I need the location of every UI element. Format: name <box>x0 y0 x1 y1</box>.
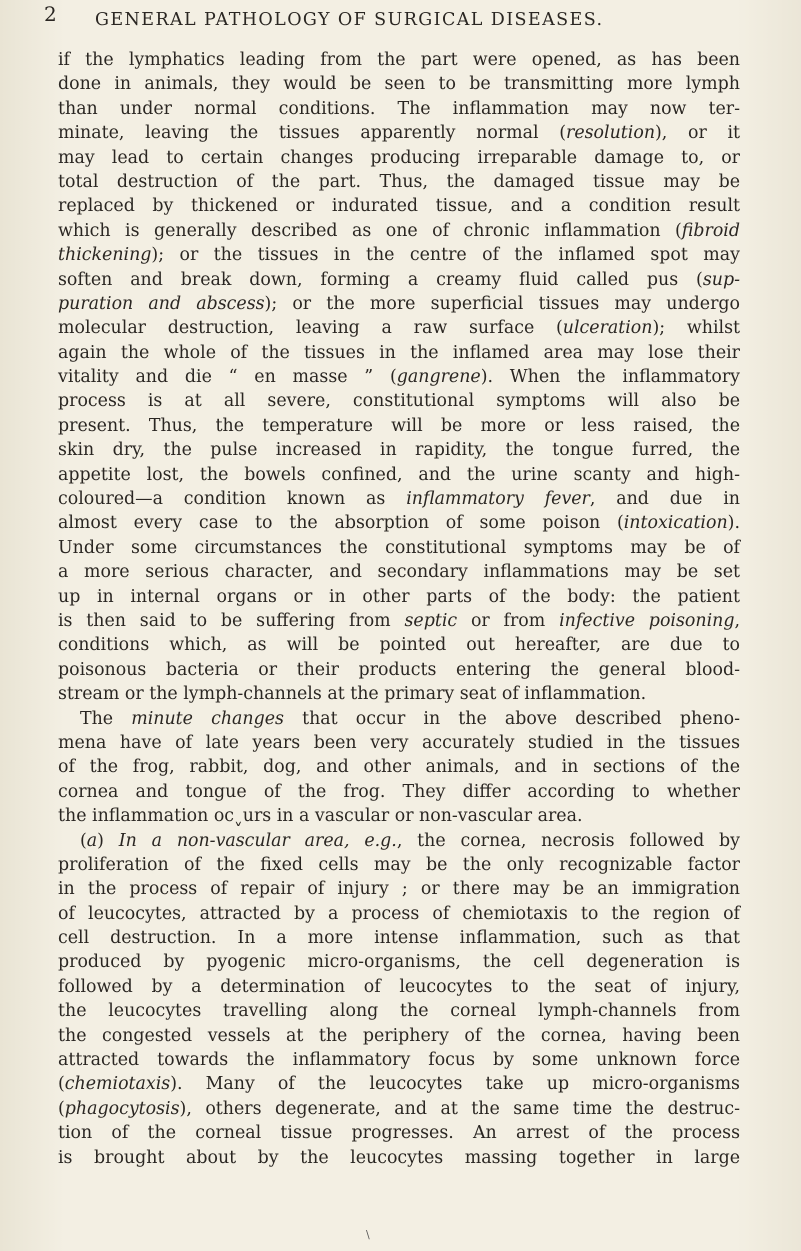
text-line <box>58 950 740 974</box>
body-text <box>58 48 740 1170</box>
footer-mark: \ <box>366 1228 370 1241</box>
text-run: ). <box>727 513 740 534</box>
text-run: proliferation of the fixed cells may be the only recognizable factor <box>58 854 740 875</box>
italic-term: infective poisoning <box>559 610 735 631</box>
text-line <box>58 414 740 438</box>
text-line <box>58 48 740 72</box>
text-run: mena have of late years been very accurately studied in the tissues <box>58 732 740 753</box>
text-run: almost every case to the absorption of some poison ( <box>58 513 624 534</box>
text-run: coloured—a condition known as <box>58 489 407 510</box>
text-line <box>58 1024 740 1048</box>
text-line <box>58 585 740 609</box>
text-run: poisonous bacteria or their products entering the general blood- <box>58 659 740 680</box>
text-line <box>58 121 740 145</box>
italic-term: inflammatory fever <box>406 489 590 510</box>
text-line <box>58 72 740 96</box>
text-line <box>58 219 740 243</box>
text-run: ). When the inflammatory <box>480 367 741 388</box>
text-line <box>58 999 740 1023</box>
text-line <box>58 926 740 950</box>
text-run: again the whole of the tissues in the inflamed area may lose their <box>58 342 740 363</box>
text-line <box>58 902 740 926</box>
text-line <box>58 1121 740 1145</box>
text-run: tion of the corneal tissue progresses. An arrest of the process <box>58 1123 740 1144</box>
text-line <box>58 658 740 682</box>
text-run: , and due in <box>589 489 740 510</box>
text-line <box>58 341 740 365</box>
italic-term: minute changes <box>131 708 284 729</box>
italic-term: puration and abscess <box>58 293 265 314</box>
text-line <box>58 780 740 804</box>
italic-term: resolution <box>566 123 656 144</box>
text-run: than under normal conditions. The inflammation may now ter- <box>58 98 740 119</box>
text-run: molecular destruction, leaving a raw surface ( <box>58 318 563 339</box>
text-line <box>58 170 740 194</box>
text-run: ). Many of the leucocytes take up micro-organisms <box>170 1074 740 1095</box>
text-line <box>58 1146 740 1170</box>
text-line <box>58 365 740 389</box>
text-run: ) <box>97 830 119 851</box>
text-run: or from <box>457 610 560 631</box>
text-line <box>58 853 740 877</box>
text-run: is brought about by the leucocytes massing together in large <box>58 1147 740 1168</box>
text-line <box>58 243 740 267</box>
text-run: is then said to be suffering from <box>58 610 405 631</box>
text-line <box>58 804 740 828</box>
text-line <box>58 975 740 999</box>
text-run: ( <box>58 1098 65 1119</box>
text-line <box>58 707 740 731</box>
italic-term: fibroid <box>681 220 740 241</box>
text-run: of leucocytes, attracted by a process of chemiotaxis to the region of <box>58 903 740 924</box>
text-run: minate, leaving the tissues apparently normal ( <box>58 123 567 144</box>
text-run: conditions which, as will be pointed out hereafter, are due to <box>58 635 740 656</box>
text-run: of the frog, rabbit, dog, and other animals, and in sections of the <box>58 757 740 778</box>
text-run: appetite lost, the bowels confined, and the urine scanty and high- <box>58 464 740 485</box>
text-run: ), others degenerate, and at the same time the destruc- <box>179 1098 740 1119</box>
text-run: the congested vessels at the periphery of the cornea, having been <box>58 1025 740 1046</box>
text-run: The <box>80 708 132 729</box>
text-run: , <box>734 610 740 631</box>
text-line <box>58 194 740 218</box>
text-run: , the cornea, necrosis followed by <box>396 830 740 851</box>
text-run: that occur in the above described pheno- <box>283 708 740 729</box>
italic-term: a <box>86 830 98 851</box>
text-run: ); or the more superficial tissues may undergo <box>264 293 740 314</box>
text-line <box>58 682 740 706</box>
text-run: present. Thus, the temperature will be more or less raised, the <box>58 415 740 436</box>
text-run: attracted towards the inflammatory focus by some unknown force <box>58 1050 740 1071</box>
text-run: replaced by thickened or indurated tissue, and a condition result <box>58 196 740 217</box>
text-run: up in internal organs or in other parts of the body: the patient <box>58 586 740 607</box>
text-run: ); or the tissues in the centre of the inflamed spot may <box>151 245 740 266</box>
running-head: GENERAL PATHOLOGY OF SURGICAL DISEASES. <box>95 10 604 30</box>
text-run: ( <box>58 1074 65 1095</box>
italic-term: chemiotaxis <box>64 1074 171 1095</box>
page-number: 2 <box>44 2 58 26</box>
text-run: stream or the lymph-channels at the primary seat of inflammation. <box>58 684 647 705</box>
text-line <box>58 1048 740 1072</box>
text-line <box>58 316 740 340</box>
italic-term: sup- <box>702 269 740 290</box>
text-line <box>58 292 740 316</box>
text-line <box>58 146 740 170</box>
text-line <box>58 1072 740 1096</box>
text-line <box>58 560 740 584</box>
italic-term: thickening <box>58 245 152 266</box>
text-run: done in animals, they would be seen to be transmitting more lymph <box>58 74 740 95</box>
text-line <box>58 463 740 487</box>
text-run: vitality and die “ en masse ” ( <box>58 367 397 388</box>
text-line <box>58 755 740 779</box>
text-line <box>58 536 740 560</box>
text-run: cornea and tongue of the frog. They differ according to whether <box>58 781 740 802</box>
italic-term: ulceration <box>562 318 653 339</box>
text-run: if the lymphatics leading from the part were opened, as has been <box>58 50 740 70</box>
text-run: followed by a determination of leucocytes to the seat of injury, <box>58 976 740 997</box>
text-line <box>58 438 740 462</box>
text-line <box>58 389 740 413</box>
text-line <box>58 633 740 657</box>
italic-term: In a non-vascular area, e.g. <box>118 830 397 851</box>
italic-term: gangrene <box>396 367 481 388</box>
text-run: which is generally described as one of chronic inflammation ( <box>58 220 682 241</box>
text-run: cell destruction. In a more intense inflammation, such as that <box>58 928 740 949</box>
text-run: may lead to certain changes producing irreparable damage to, or <box>58 147 740 168</box>
text-line <box>58 877 740 901</box>
text-run: in the process of repair of injury ; or there may be an immigration <box>58 879 740 900</box>
text-line <box>58 1097 740 1121</box>
italic-term: intoxication <box>623 513 728 534</box>
text-line <box>58 829 740 853</box>
text-run: the leucocytes travelling along the corneal lymph-channels from <box>58 1001 740 1022</box>
text-run: a more serious character, and secondary inflammations may be set <box>58 562 740 583</box>
text-run: skin dry, the pulse increased in rapidity, the tongue furred, the <box>58 440 740 461</box>
text-line <box>58 487 740 511</box>
text-run: total destruction of the part. Thus, the damaged tissue may be <box>58 171 740 192</box>
italic-term: septic <box>404 610 458 631</box>
text-run: produced by pyogenic micro-organisms, the cell degeneration is <box>58 952 740 973</box>
text-run: ), or it <box>655 123 740 144</box>
text-line <box>58 511 740 535</box>
text-run: the inflammation ocˬurs in a vascular or non-vascular area. <box>58 806 583 827</box>
text-line <box>58 268 740 292</box>
text-line <box>58 97 740 121</box>
italic-term: phagocytosis <box>64 1098 180 1119</box>
text-run: Under some circumstances the constitutional symptoms may be of <box>58 537 740 558</box>
text-line <box>58 731 740 755</box>
text-run: soften and break down, forming a creamy fluid called pus ( <box>58 269 703 290</box>
text-run: ( <box>80 830 87 851</box>
text-run: process is at all severe, constitutional symptoms will also be <box>58 391 740 412</box>
text-line <box>58 609 740 633</box>
text-run: ); whilst <box>652 318 741 339</box>
